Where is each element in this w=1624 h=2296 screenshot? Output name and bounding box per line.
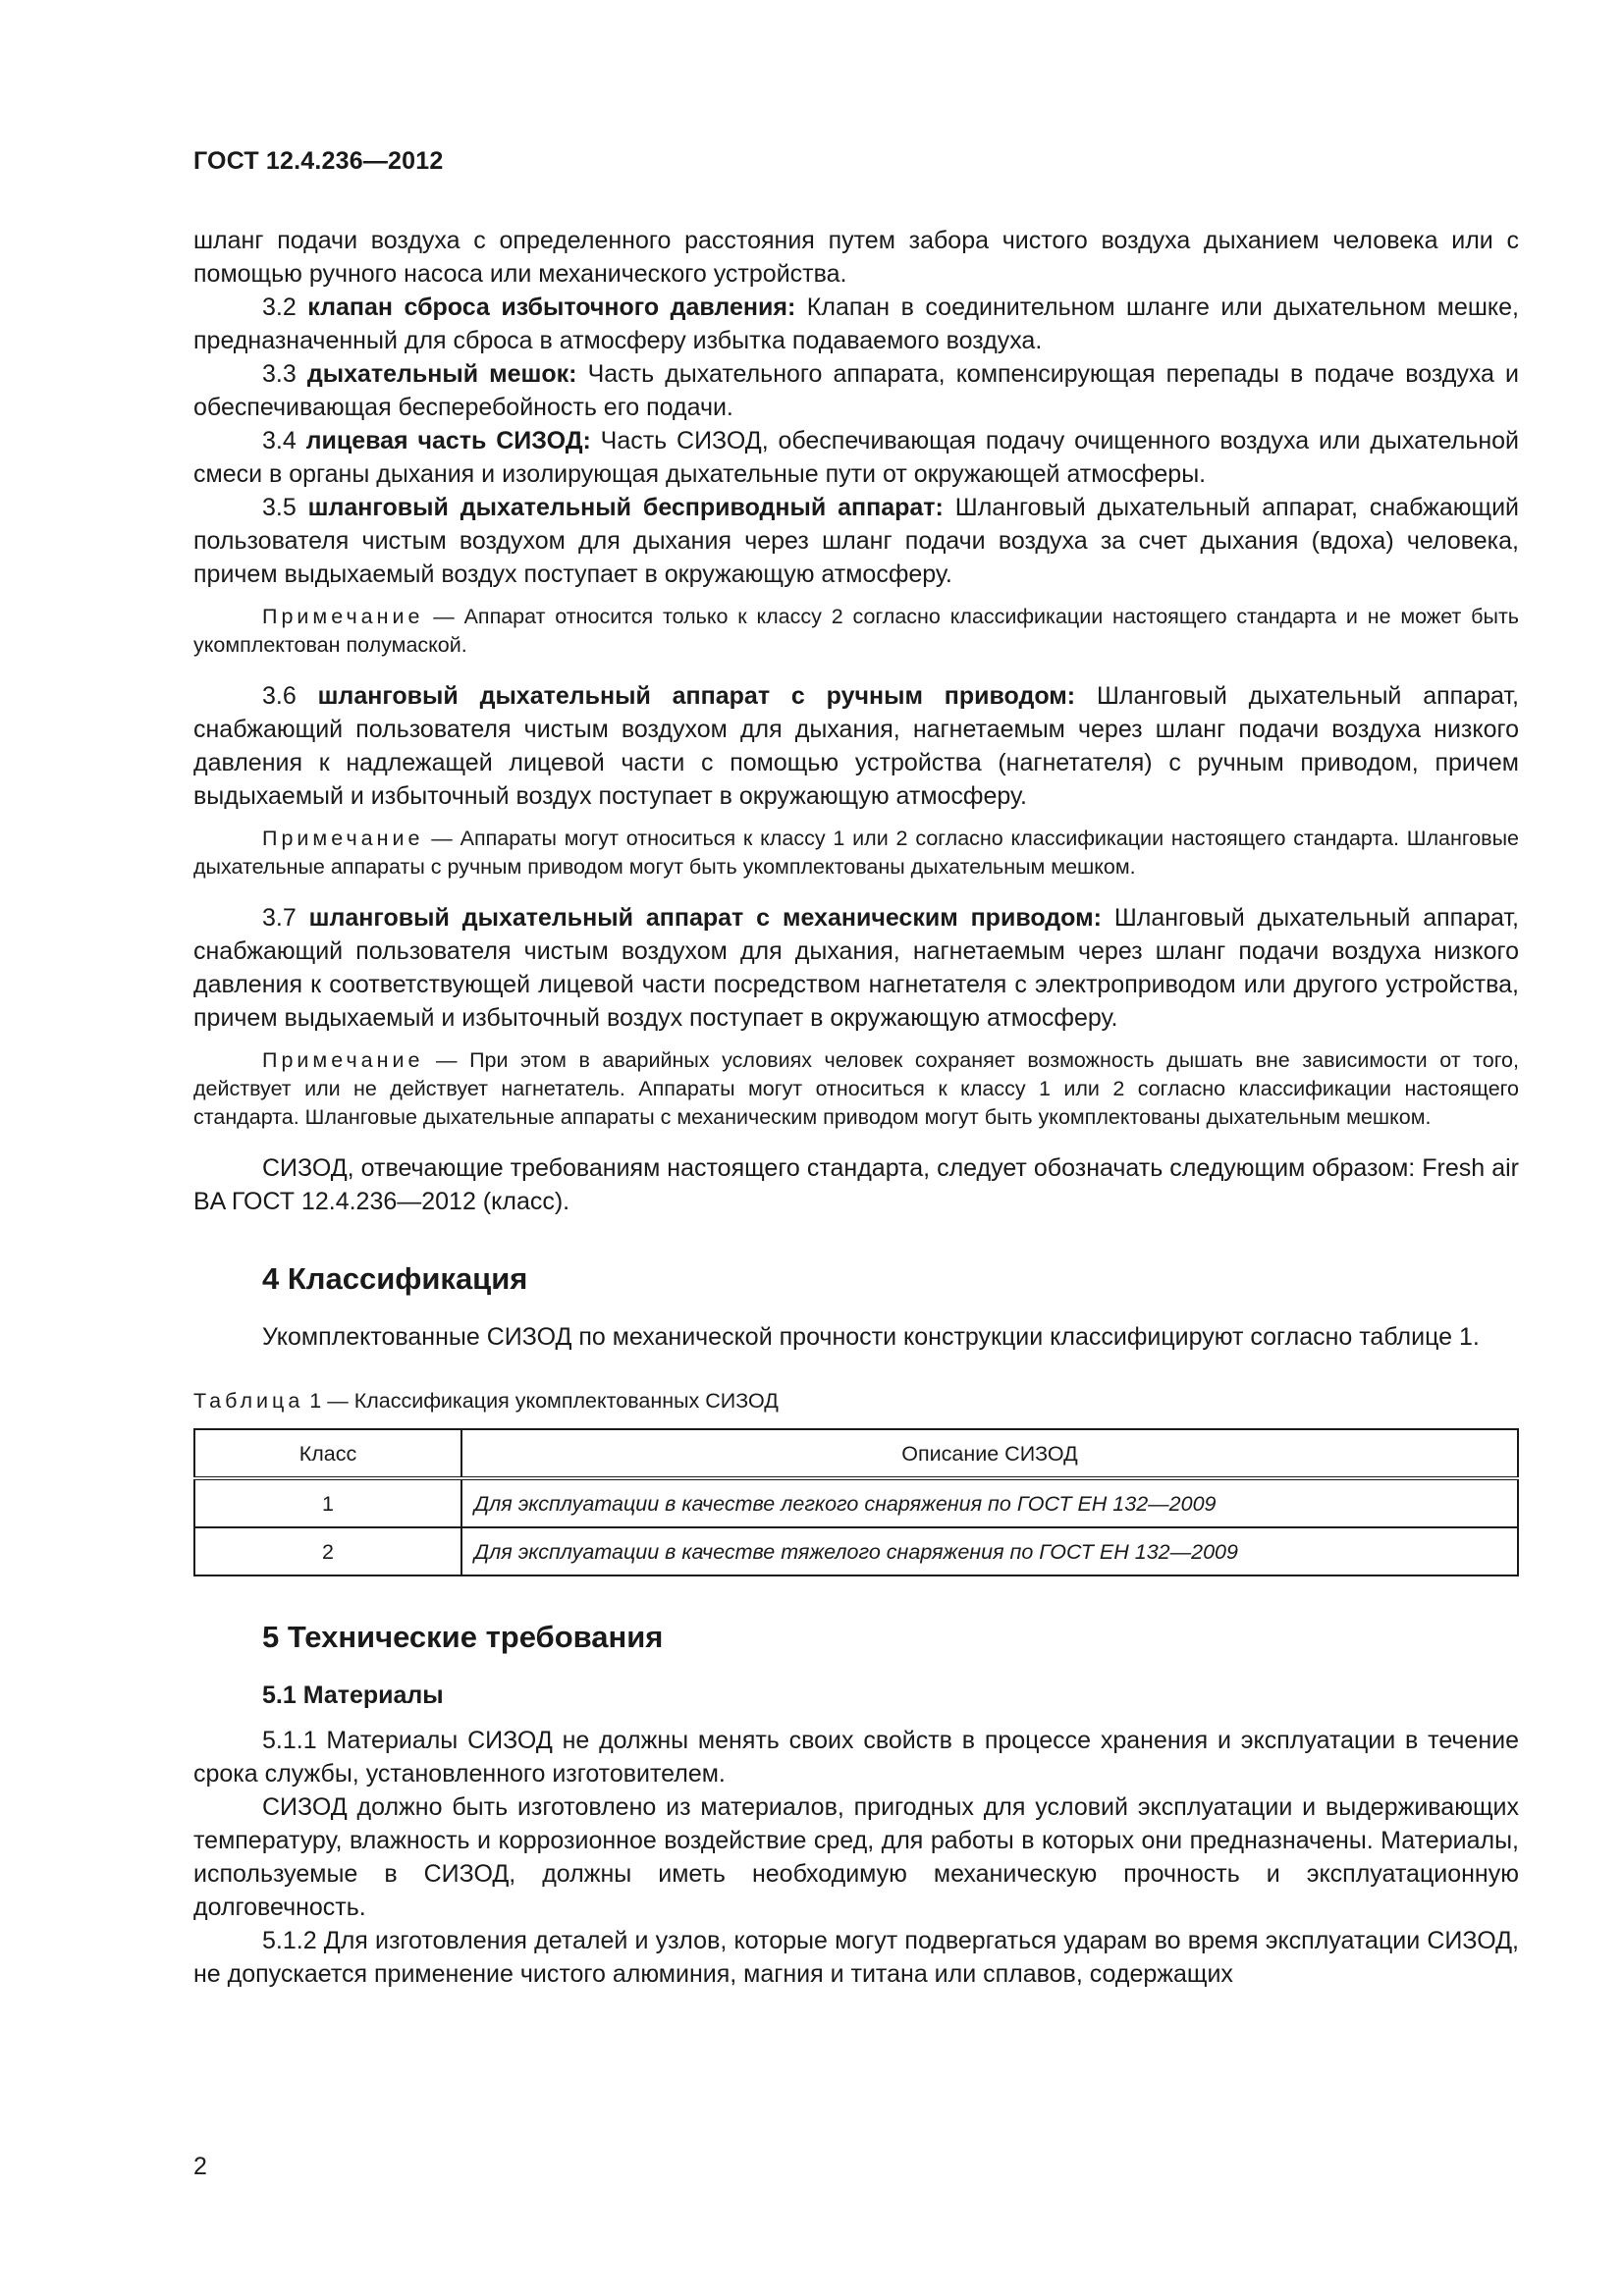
table-row: [194, 1478, 1518, 1527]
term-3-4: 3.4 лицевая часть СИЗОД: Часть СИЗОД, обеспечивающая подачу очищенного воздуха или дыхательной смеси в органы дыхания и изолирующая дыхательные пути от окружающей атмосферы.: [193, 427, 1519, 488]
term-definition: Часть дыхательного аппарата, компенсирующая перепады в подаче воздуха и обеспечивающая бесперебойность его подачи.: [193, 360, 1519, 421]
note-label: Примечание: [262, 827, 424, 850]
note-label: Примечание: [262, 605, 424, 628]
page-number: 2: [193, 2153, 207, 2180]
term-name: дыхательный мешок:: [306, 360, 577, 388]
column-header-description: Описание СИЗОД: [461, 1429, 1518, 1478]
term-name: клапан сброса избыточного давления:: [307, 294, 796, 321]
note-label: Примечание: [262, 1048, 424, 1072]
term-3-2: 3.2 клапан сброса избыточного давления: Клапан в соединительном шланге или дыхательном мешке, предназначенный для сброса в атмосферу избытка подаваемого воздуха.: [193, 294, 1519, 354]
term-definition: Шланговый дыхательный аппарат, снабжающий пользователя чистым воздухом для дыхания, нагнетаемым через шланг подачи воздуха низкого давления к соответствующей лицевой части посредством нагнетателя с электроприводом или другого устройства, причем выдыхаемый и избыточный воздух поступает в окружающую атмосферу.: [193, 904, 1520, 1032]
class-cell: 1: [194, 1478, 461, 1527]
continuation-paragraph: шланг подачи воздуха с определенного расстояния путем забора чистого воздуха дыханием человека или с помощью ручного насоса или механического устройства.: [193, 227, 1519, 288]
term-name: шланговый дыхательный бесприводный аппарат:: [307, 494, 944, 521]
term-definition: Часть СИЗОД, обеспечивающая подачу очищенного воздуха или дыхательной смеси в органы дыхания и изолирующая дыхательные пути от окружающей атмосферы.: [193, 427, 1519, 488]
column-header-class: Класс: [194, 1429, 461, 1478]
term-name: шланговый дыхательный аппарат с механическим приводом:: [308, 904, 1102, 932]
paragraph-5-1-2: 5.1.2 Для изготовления деталей и узлов, которые могут подвергаться ударам во время эксплуатации СИЗОД, не допускается применение чистого алюминия, магния и титана или сплавов, содержащих: [193, 1927, 1519, 1988]
note-text: Аппарат относится только к классу 2 согласно классификации настоящего стандарта и не может быть укомплектован полумаской.: [193, 605, 1519, 657]
table-caption: Таблица 1 — Классификация укомплектованных СИЗОД: [193, 1389, 779, 1413]
designation-paragraph: СИЗОД, отвечающие требованиям настоящего стандарта, следует обозначать следующим образом: Fresh air BA ГОСТ 12.4.236—2012 (класс).: [193, 1154, 1519, 1215]
class-cell: 2: [194, 1527, 461, 1575]
term-definition: Шланговый дыхательный аппарат, снабжающий пользователя чистым воздухом для дыхания, нагнетаемым через шланг подачи воздуха низкого давления к надлежащей лицевой части с помощью устройства (нагнетателя) с ручным приводом, причем выдыхаемый и избыточный воздух поступает в окружающую атмосферу.: [193, 682, 1519, 810]
term-3-5: 3.5 шланговый дыхательный бесприводный аппарат: Шланговый дыхательный аппарат, снабжающий пользователя чистым воздухом для дыхания через шланг подачи воздуха за счет дыхания (вдоха) человека, причем выдыхаемый воздух поступает в окружающую атмосферу.: [193, 494, 1519, 588]
classification-table: [193, 1428, 1519, 1576]
standard-header: ГОСТ 12.4.236—2012: [193, 147, 444, 175]
description-cell: Для эксплуатации в качестве легкого снаряжения по ГОСТ ЕН 132—2009: [461, 1478, 1518, 1527]
term-3-7: 3.7 шланговый дыхательный аппарат с механическим приводом: Шланговый дыхательный аппарат, снабжающий пользователя чистым воздухом для дыхания, нагнетаемым через шланг подачи воздуха низкого давления к соответствующей лицевой части посредством нагнетателя с электроприводом или другого устройства, причем выдыхаемый и избыточный воздух поступает в окружающую атмосферу.: [193, 904, 1520, 1032]
term-name: лицевая часть СИЗОД:: [305, 427, 591, 454]
paragraph-5-1-1: 5.1.1 Материалы СИЗОД не должны менять своих свойств в процессе хранения и эксплуатации в течение срока службы, установленного изготовителем.: [193, 1727, 1519, 1788]
materials-paragraph: СИЗОД должно быть изготовлено из материалов, пригодных для условий эксплуатации и выдерживающих температуру, влажность и коррозионное воздействие сред, для работы в которых они предназначены. Материалы, используемые в СИЗОД, должны иметь необходимую механическую прочность и эксплуатационную долговечность.: [193, 1793, 1519, 1921]
table-row: [194, 1527, 1518, 1575]
note-2: Примечание — Аппараты могут относиться к классу 1 или 2 согласно классификации настоящего стандарта. Шланговые дыхательные аппараты с ручным приводом могут быть укомплектованы дыхательным мешком.: [193, 827, 1520, 879]
section-5-heading: 5 Технические требования: [262, 1620, 664, 1654]
subsection-5-1-heading: 5.1 Материалы: [262, 1682, 444, 1709]
term-3-6: 3.6 шланговый дыхательный аппарат с ручным приводом: Шланговый дыхательный аппарат, снабжающий пользователя чистым воздухом для дыхания, нагнетаемым через шланг подачи воздуха низкого давления к надлежащей лицевой части с помощью устройства (нагнетателя) с ручным приводом, причем выдыхаемый и избыточный воздух поступает в окружающую атмосферу.: [193, 682, 1519, 810]
note-3: Примечание — При этом в аварийных условиях человек сохраняет возможность дышать вне зависимости от того, действует или не действует нагнетатель. Аппараты могут относиться к классу 1 или 2 согласно классификации настоящего стандарта. Шланговые дыхательные аппараты с механическим приводом могут быть укомплектованы дыхательным мешком.: [193, 1048, 1519, 1129]
term-definition: Шланговый дыхательный аппарат, снабжающий пользователя чистым воздухом для дыхания через шланг подачи воздуха за счет дыхания (вдоха) человека, причем выдыхаемый воздух поступает в окружающую атмосферу.: [193, 494, 1519, 588]
term-definition: Клапан в соединительном шланге или дыхательном мешке, предназначенный для сброса в атмосферу избытка подаваемого воздуха.: [193, 294, 1519, 354]
section-4-text: Укомплектованные СИЗОД по механической прочности конструкции классифицируют согласно таблице 1.: [262, 1323, 1480, 1351]
term-3-3: 3.3 дыхательный мешок: Часть дыхательного аппарата, компенсирующая перепады в подаче воздуха и обеспечивающая бесперебойность его подачи.: [193, 360, 1519, 421]
description-cell: Для эксплуатации в качестве тяжелого снаряжения по ГОСТ ЕН 132—2009: [461, 1527, 1518, 1575]
note-text: При этом в аварийных условиях человек сохраняет возможность дышать вне зависимости от того, действует или не действует нагнетатель. Аппараты могут относиться к классу 1 или 2 согласно классификации настоящего стандарта. Шланговые дыхательные аппараты с механическим приводом могут быть укомплектованы дыхательным мешком.: [193, 1048, 1519, 1129]
note-1: Примечание — Аппарат относится только к классу 2 согласно классификации настоящего стандарта и не может быть укомплектован полумаской.: [193, 605, 1519, 657]
note-text: Аппараты могут относиться к классу 1 или 2 согласно классификации настоящего стандарта. Шланговые дыхательные аппараты с ручным приводом могут быть укомплектованы дыхательным мешком.: [193, 827, 1520, 879]
page-body: [193, 224, 1519, 1991]
term-name: шланговый дыхательный аппарат с ручным приводом:: [317, 682, 1076, 710]
table-header-row: [194, 1429, 1518, 1478]
section-4-heading: 4 Классификация: [262, 1261, 528, 1296]
